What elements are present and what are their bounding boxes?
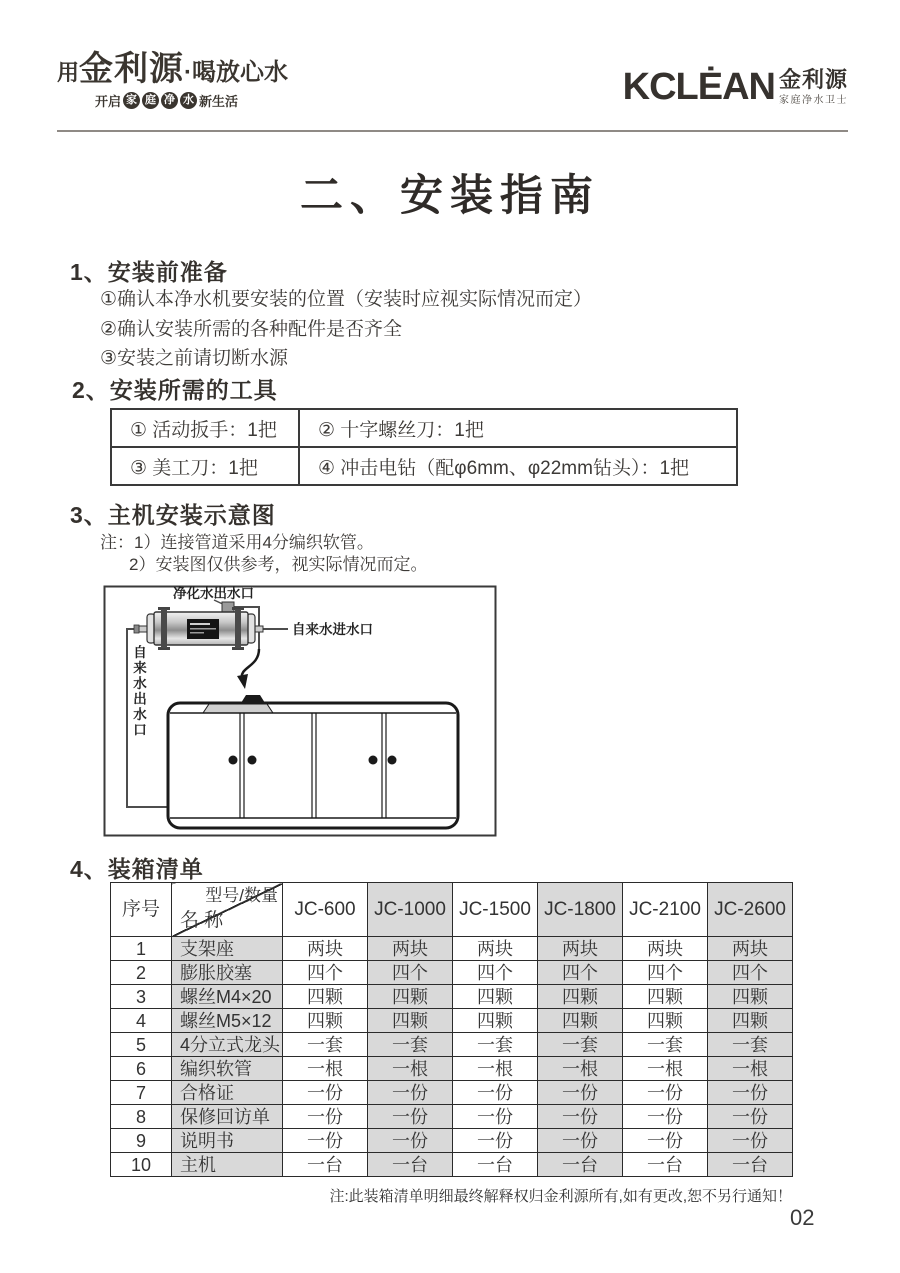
cell-quantity: 四颗	[708, 1009, 793, 1033]
cell-quantity: 四个	[623, 961, 708, 985]
cell-quantity: 一套	[623, 1033, 708, 1057]
cell-quantity: 四颗	[368, 1009, 453, 1033]
tool-cell: ② 十字螺丝刀：1把	[299, 409, 737, 447]
packing-list-table	[110, 882, 793, 1177]
cell-quantity: 两块	[538, 937, 623, 961]
tool-cell: ③ 美工刀：1把	[111, 447, 299, 485]
cell-item-name: 螺丝M4×20	[172, 985, 283, 1009]
cell-item-name: 螺丝M5×12	[172, 1009, 283, 1033]
column-header-model: JC-1800	[538, 883, 623, 937]
cell-quantity: 一根	[708, 1057, 793, 1081]
cell-quantity: 一台	[623, 1153, 708, 1177]
section-heading-preparation: 1、安装前准备	[70, 259, 228, 285]
cell-quantity: 两块	[283, 937, 368, 961]
diagram-note: 注：1）连接管道采用4分编织软管。	[100, 533, 374, 552]
cell-quantity: 四颗	[283, 1009, 368, 1033]
cell-quantity: 四颗	[453, 985, 538, 1009]
cell-quantity: 一份	[283, 1129, 368, 1153]
cell-item-name: 支架座	[172, 937, 283, 961]
packing-header-row	[111, 883, 793, 937]
cell-quantity: 一份	[623, 1081, 708, 1105]
label-tap-water-outlet-vertical: 自来水出水口	[133, 645, 147, 738]
column-header-model: JC-600	[283, 883, 368, 937]
cell-quantity: 四个	[283, 961, 368, 985]
cell-quantity: 一套	[708, 1033, 793, 1057]
brand-tagline	[95, 91, 288, 110]
cell-row-number: 2	[111, 961, 172, 985]
page-title: 二、安装指南	[300, 173, 600, 220]
brand-slogan	[57, 52, 288, 86]
cell-row-number: 7	[111, 1081, 172, 1105]
tools-row	[111, 447, 737, 485]
cell-quantity: 一根	[283, 1057, 368, 1081]
tagline-circle-char: 庭	[142, 92, 159, 109]
tool-cell: ① 活动扳手：1把	[111, 409, 299, 447]
cell-item-name: 主机	[172, 1153, 283, 1177]
preparation-item: ②确认安装所需的各种配件是否齐全	[100, 318, 403, 340]
cell-row-number: 5	[111, 1033, 172, 1057]
packing-row	[111, 1033, 793, 1057]
cell-item-name: 编织软管	[172, 1057, 283, 1081]
cell-quantity: 一份	[538, 1129, 623, 1153]
cell-quantity: 两块	[368, 937, 453, 961]
cell-quantity: 一份	[708, 1129, 793, 1153]
cell-quantity: 一份	[623, 1105, 708, 1129]
cell-quantity: 四颗	[623, 985, 708, 1009]
packing-row	[111, 937, 793, 961]
column-header-no: 序号	[111, 883, 172, 937]
cell-row-number: 6	[111, 1057, 172, 1081]
tools-row	[111, 409, 737, 447]
column-header-model: JC-1000	[368, 883, 453, 937]
cell-item-name: 合格证	[172, 1081, 283, 1105]
cell-item-name: 4分立式龙头	[172, 1033, 283, 1057]
brand-name-cn: 金利源	[778, 67, 848, 92]
cell-quantity: 一台	[538, 1153, 623, 1177]
corner-label-name: 名 称	[180, 910, 224, 931]
section-heading-packing-list: 4、装箱清单	[70, 856, 204, 882]
cell-row-number: 4	[111, 1009, 172, 1033]
corner-label-model-qty: 型号/数量	[205, 886, 278, 905]
page-number: 02	[790, 1205, 815, 1230]
packing-row	[111, 1105, 793, 1129]
section-heading-tools: 2、安装所需的工具	[72, 377, 278, 403]
packing-row	[111, 1081, 793, 1105]
cell-quantity: 一台	[368, 1153, 453, 1177]
packing-row	[111, 1057, 793, 1081]
brand-logo-right	[622, 40, 848, 109]
cell-row-number: 8	[111, 1105, 172, 1129]
preparation-items	[100, 285, 592, 374]
cell-quantity: 四颗	[538, 985, 623, 1009]
brand-logo-left	[57, 40, 288, 110]
brand-name-en: KCLĖAN	[622, 66, 775, 109]
cell-quantity: 一份	[453, 1105, 538, 1129]
cell-quantity: 一套	[283, 1033, 368, 1057]
cabinet	[168, 703, 458, 828]
packing-list-disclaimer: 注:此装箱清单明细最终解释权归金利源所有,如有更改,恕不另行通知！	[329, 1188, 792, 1205]
packing-table-body	[111, 937, 793, 1177]
slogan-prefix: 用	[57, 60, 80, 85]
cell-quantity: 四颗	[453, 1009, 538, 1033]
cell-quantity: 四颗	[283, 985, 368, 1009]
label-tap-water-inlet: 自来水进水口	[292, 622, 373, 637]
cell-quantity: 四个	[708, 961, 793, 985]
tagline-circle-char: 水	[180, 92, 197, 109]
cell-quantity: 一根	[538, 1057, 623, 1081]
slogan-rest: ·喝放心水	[184, 59, 289, 86]
tagline-suffix: 新生活	[199, 94, 239, 109]
preparation-item: ③安装之前请切断水源	[100, 348, 289, 369]
section-heading-diagram: 3、主机安装示意图	[70, 502, 276, 528]
cell-quantity: 一根	[368, 1057, 453, 1081]
cell-quantity: 四颗	[708, 985, 793, 1009]
cell-quantity: 一份	[708, 1105, 793, 1129]
tagline-circle-char: 家	[123, 92, 140, 109]
brand-subtitle: 家庭净水卫士	[778, 95, 848, 107]
cell-row-number: 1	[111, 937, 172, 961]
cell-quantity: 一根	[623, 1057, 708, 1081]
cell-quantity: 一份	[368, 1081, 453, 1105]
cell-row-number: 3	[111, 985, 172, 1009]
packing-row	[111, 1009, 793, 1033]
column-header-model: JC-2600	[708, 883, 793, 937]
cell-quantity: 一台	[708, 1153, 793, 1177]
cell-item-name: 膨胀胶塞	[172, 961, 283, 985]
packing-row	[111, 985, 793, 1009]
cell-quantity: 四颗	[368, 985, 453, 1009]
cell-quantity: 一套	[368, 1033, 453, 1057]
cell-quantity: 一份	[708, 1081, 793, 1105]
cell-quantity: 四颗	[538, 1009, 623, 1033]
cell-quantity: 一份	[283, 1105, 368, 1129]
brand-name-cn-block	[779, 68, 848, 106]
tools-table	[110, 408, 738, 486]
label-purified-water-outlet: 净化水出水口	[173, 586, 254, 601]
cell-quantity: 一份	[368, 1105, 453, 1129]
cell-quantity: 一套	[538, 1033, 623, 1057]
cell-quantity: 两块	[623, 937, 708, 961]
cell-quantity: 一台	[283, 1153, 368, 1177]
cell-row-number: 10	[111, 1153, 172, 1177]
cell-quantity: 一套	[453, 1033, 538, 1057]
cell-quantity: 一份	[623, 1129, 708, 1153]
cell-quantity: 一份	[283, 1081, 368, 1105]
preparation-item: ①确认本净水机要安装的位置（安装时应视实际情况而定）	[100, 289, 593, 310]
cell-quantity: 四颗	[623, 1009, 708, 1033]
page-header	[57, 40, 848, 132]
column-header-model: JC-2100	[623, 883, 708, 937]
column-header-corner	[172, 883, 283, 937]
column-header-model: JC-1500	[453, 883, 538, 937]
cell-quantity: 两块	[453, 937, 538, 961]
tagline-circle-char: 净	[161, 92, 178, 109]
packing-row	[111, 961, 793, 985]
countertop-mount-area	[203, 704, 273, 713]
tool-cell: ④ 冲击电钻（配φ6mm、φ22mm钻头）：1把	[299, 447, 737, 485]
cell-item-name: 保修回访单	[172, 1105, 283, 1129]
diagram-note: 2）安装图仅供参考，视实际情况而定。	[129, 555, 428, 574]
cell-quantity: 四个	[453, 961, 538, 985]
cell-quantity: 一根	[453, 1057, 538, 1081]
cell-quantity: 一份	[453, 1129, 538, 1153]
cell-item-name: 说明书	[172, 1129, 283, 1153]
tagline-prefix: 开启	[95, 94, 122, 109]
slogan-brand: 金利源	[79, 50, 185, 88]
cell-quantity: 两块	[708, 937, 793, 961]
cell-quantity: 一份	[538, 1081, 623, 1105]
cell-quantity: 一台	[453, 1153, 538, 1177]
cell-quantity: 四个	[368, 961, 453, 985]
cell-row-number: 9	[111, 1129, 172, 1153]
cell-quantity: 一份	[368, 1129, 453, 1153]
packing-row	[111, 1153, 793, 1177]
installation-diagram	[103, 585, 497, 837]
cell-quantity: 一份	[453, 1081, 538, 1105]
packing-row	[111, 1129, 793, 1153]
cell-quantity: 四个	[538, 961, 623, 985]
cell-quantity: 一份	[538, 1105, 623, 1129]
